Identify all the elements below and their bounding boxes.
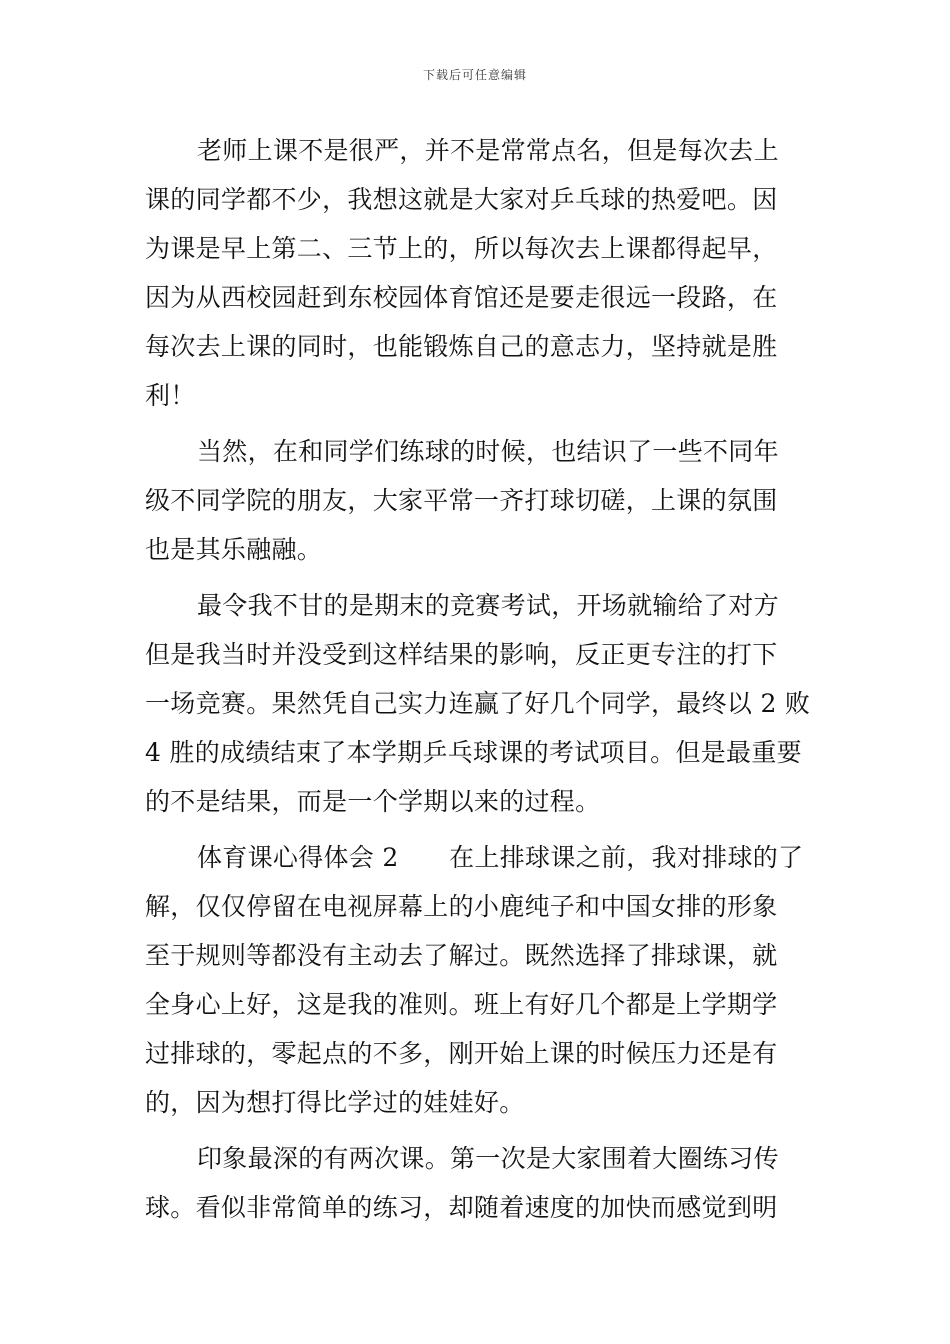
text-line: 印象最深的有两次课。第一次是大家围着大圈练习传 bbox=[197, 1144, 779, 1173]
paragraph-3 bbox=[145, 581, 811, 826]
text-line: 利！ bbox=[145, 381, 196, 410]
text-line: 每次去上课的同时，也能锻炼自己的意志力，坚持就是胜 bbox=[145, 332, 778, 361]
text-line: 4 胜的成绩结束了本学期乒乓球课的考试项目。但是最重要 bbox=[145, 738, 802, 767]
text-line: 的不是结果，而是一个学期以来的过程。 bbox=[145, 787, 601, 816]
text-line: 课的同学都不少，我想这就是大家对乒乓球的热爱吧。因 bbox=[145, 185, 778, 214]
text-line: 球。看似非常简单的练习，却随着速度的加快而感觉到明 bbox=[145, 1193, 778, 1222]
text-line: 体育课心得体会 2 在上排球课之前，我对排球的了 bbox=[197, 843, 804, 872]
text-line: 老师上课不是很严，并不是常常点名，但是每次去上 bbox=[197, 136, 779, 165]
paragraph-2 bbox=[145, 427, 807, 574]
text-line: 当然，在和同学们练球的时候，也结识了一些不同年 bbox=[197, 437, 779, 466]
text-line: 的，因为想打得比学过的娃娃好。 bbox=[145, 1088, 525, 1117]
paragraph-1 bbox=[145, 126, 807, 420]
paragraph-5 bbox=[145, 1134, 807, 1232]
text-line: 过排球的，零起点的不多，刚开始上课的时候压力还是有 bbox=[145, 1039, 778, 1068]
text-line: 解，仅仅停留在电视屏幕上的小鹿纯子和中国女排的形象 bbox=[145, 892, 778, 921]
text-line: 一场竞赛。果然凭自己实力连赢了好几个同学，最终以 2 败 bbox=[145, 689, 811, 718]
text-line: 级不同学院的朋友，大家平常一齐打球切磋，上课的氛围 bbox=[145, 486, 778, 515]
text-line: 因为从西校园赶到东校园体育馆还是要走很远一段路，在 bbox=[145, 283, 778, 312]
header-note: 下载后可任意编辑 bbox=[422, 68, 527, 82]
text-line: 至于规则等都没有主动去了解过。既然选择了排球课，就 bbox=[145, 941, 778, 970]
text-line: 为课是早上第二、三节上的，所以每次去上课都得起早， bbox=[145, 234, 778, 263]
text-line: 最令我不甘的是期末的竞赛考试，开场就输给了对方 bbox=[197, 591, 779, 620]
text-line: 也是其乐融融。 bbox=[145, 535, 323, 564]
paragraph-4 bbox=[145, 833, 807, 1127]
text-line: 全身心上好，这是我的准则。班上有好几个都是上学期学 bbox=[145, 990, 778, 1019]
document-body bbox=[145, 126, 811, 1232]
text-line: 但是我当时并没受到这样结果的影响，反正更专注的打下 bbox=[145, 640, 778, 669]
